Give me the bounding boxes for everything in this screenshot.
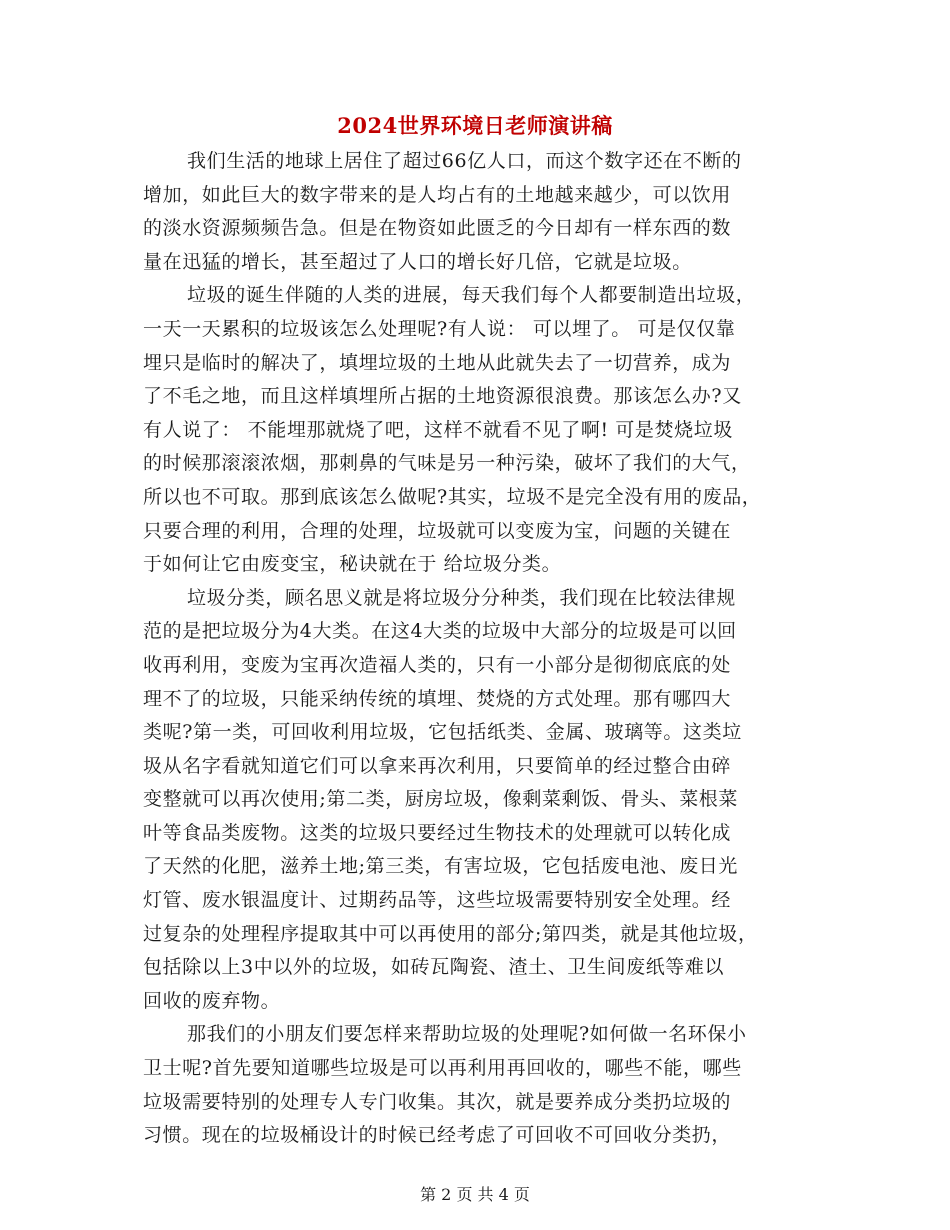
text-line: 变整就可以再次使用;第二类，厨房垃圾，像剩菜剩饭、骨头、菜根菜 (143, 788, 739, 811)
text-line: 埋只是临时的解决了，填埋垃圾的土地从此就失去了一切营养，成为 (143, 351, 732, 374)
text-line: 收再利用，变废为宝再次造福人类的，只有一小部分是彻彻底底的处 (143, 653, 732, 676)
text-line: 所以也不可取。那到底该怎么做呢?其实，垃圾不是完全没有用的废品， (143, 485, 762, 508)
text-line: 回收的废弃物。 (143, 989, 281, 1012)
text-line: 垃圾需要特别的处理专人专门收集。其次，就是要养成分类扔垃圾的 (143, 1090, 732, 1113)
text-line: 的时候那滚滚浓烟，那刺鼻的气味是另一种污染，破坏了我们的大气， (143, 452, 751, 475)
text-line: 类呢?第一类，可回收利用垃圾，它包括纸类、金属、玻璃等。这类垃 (143, 721, 742, 744)
text-line: 增加，如此巨大的数字带来的是人均占有的土地越来越少，可以饮用 (143, 183, 732, 206)
text-line: 圾从名字看就知道它们可以拿来再次利用，只要简单的经过整合由碎 (143, 754, 732, 777)
text-line: 叶等食品类废物。这类的垃圾只要经过生物技术的处理就可以转化成 (143, 821, 732, 844)
text-line: 卫士呢?首先要知道哪些垃圾是可以再利用再回收的，哪些不能，哪些 (143, 1057, 742, 1080)
text-line: 量在迅猛的增长，甚至超过了人口的增长好几倍，它就是垃圾。 (143, 250, 692, 273)
document-title: 2024世界环境日老师演讲稿 (337, 113, 613, 138)
text-line: 垃圾分类，顾名思义就是将垃圾分分种类，我们现在比较法律规 (187, 586, 736, 609)
text-line: 垃圾的诞生伴随的人类的进展，每天我们每个人都要制造出垃圾， (187, 284, 756, 307)
text-line: 理不了的垃圾，只能采纳传统的填埋、焚烧的方式处理。那有哪四大 (143, 687, 732, 710)
text-line: 于如何让它由废变宝，秘诀就在于 给垃圾分类。 (143, 553, 562, 576)
document-body (143, 145, 816, 1153)
text-line: 范的是把垃圾分为4大类。在这4大类的垃圾中大部分的垃圾是可以回 (143, 620, 737, 643)
text-line: 灯管、废水银温度计、过期药品等，这些垃圾需要特别安全处理。经 (143, 889, 732, 912)
text-line: 了天然的化肥，滋养土地;第三类，有害垃圾，它包括废电池、废日光 (143, 855, 739, 878)
text-line: 了不毛之地，而且这样填埋所占据的土地资源很浪费。那该怎么办?又 (143, 385, 742, 408)
text-line: 的淡水资源频频告急。但是在物资如此匮乏的今日却有一样东西的数 (143, 217, 732, 240)
text-line: 一天一天累积的垃圾该怎么处理呢?有人说： 可以埋了。 可是仅仅靠 (143, 317, 736, 340)
text-line: 只要合理的利用，合理的处理，垃圾就可以变废为宝，问题的关键在 (143, 519, 732, 542)
text-line: 过复杂的处理程序提取其中可以再使用的部分;第四类，就是其他垃圾， (143, 922, 758, 945)
text-line: 我们生活的地球上居住了超过66亿人口，而这个数字还在不断的 (187, 150, 742, 172)
text-line: 有人说了： 不能埋那就烧了吧，这样不就看不见了啊! 可是焚烧垃圾 (143, 418, 733, 441)
page-footer: 第 2 页 共 4 页 (420, 1185, 530, 1204)
text-line: 包括除以上3中以外的垃圾，如砖瓦陶瓷、渣土、卫生间废纸等难以 (143, 956, 725, 979)
text-line: 那我们的小朋友们要怎样来帮助垃圾的处理呢?如何做一名环保小 (187, 1023, 747, 1046)
text-line: 习惯。现在的垃圾桶设计的时候已经考虑了可回收不可回收分类扔， (143, 1124, 732, 1147)
